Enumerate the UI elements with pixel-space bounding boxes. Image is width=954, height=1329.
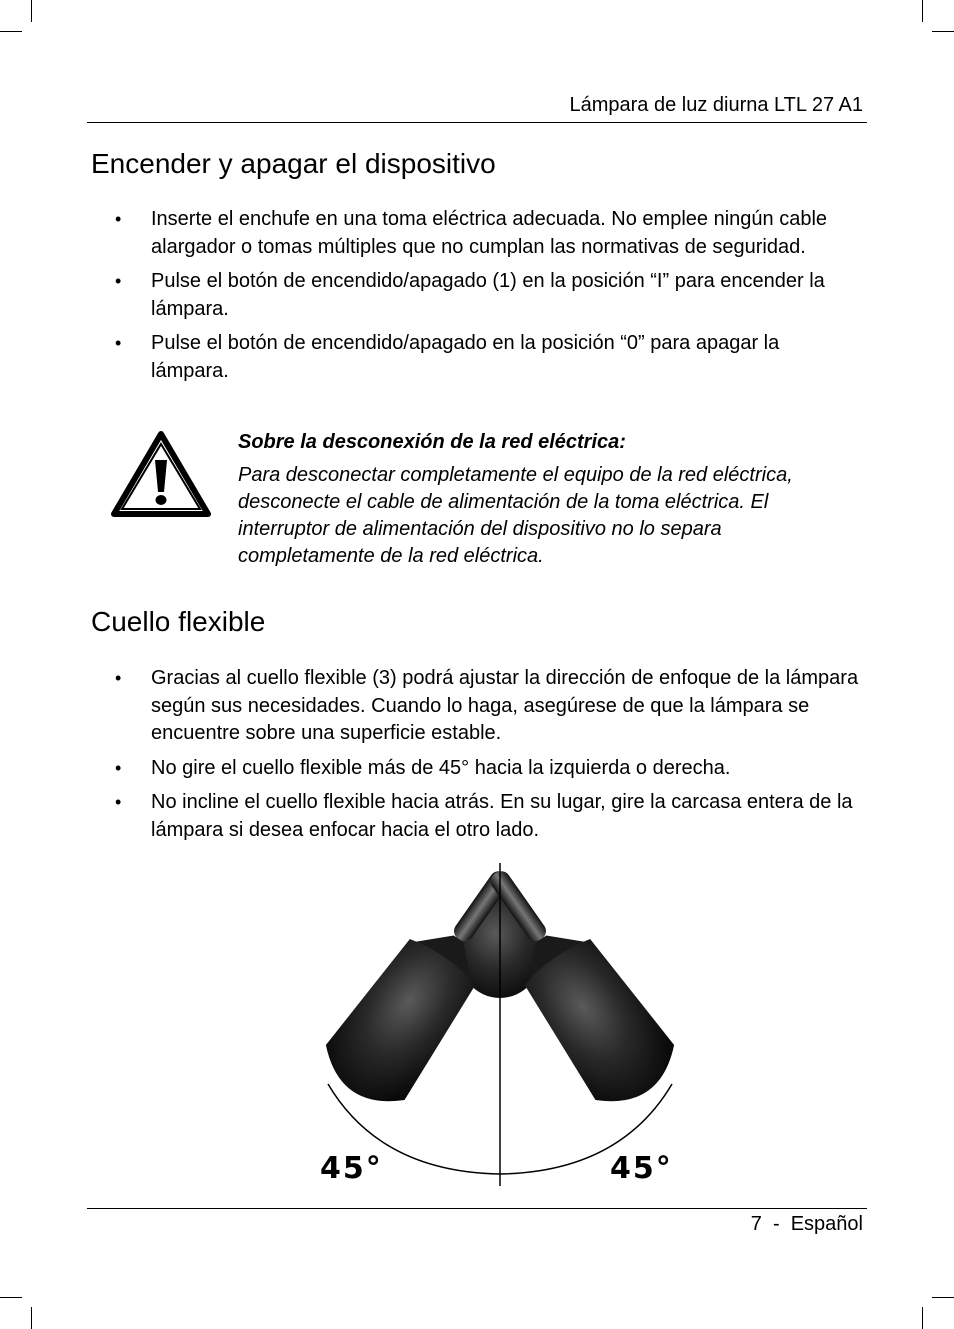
list-item: • No gire el cuello flexible más de 45° hacia la izquierda o derecha. (111, 755, 861, 783)
bullet-icon: • (115, 271, 122, 291)
left-angle-label: 45° (320, 1151, 383, 1186)
bullet-icon: • (115, 757, 122, 778)
power-instructions-list (111, 206, 861, 392)
warning-triangle-icon (110, 430, 212, 518)
warning-title: Sobre la desconexión de la red eléctrica: (238, 431, 626, 453)
section-title-power: Encender y apagar el dispositivo (91, 148, 496, 179)
bullet-icon: • (115, 792, 122, 812)
warning-body: Para desconectar completamente el equipo de la red eléctrica, desconecte el cable de alimentación de la toma eléctrica. El interruptor de alimentación del dispositivo no lo separa completamente de la red eléctrica. (238, 464, 793, 567)
section-title-flexible-neck: Cuello flexible (91, 606, 266, 637)
list-item: • Pulse el botón de encendido/apagado (1) en la posición “I” para encender la lámpara. (115, 270, 825, 320)
crop-mark (0, 31, 22, 32)
flexible-neck-list (111, 665, 861, 851)
crop-mark (932, 1297, 954, 1298)
list-item: • Inserte el enchufe en una toma eléctrica adecuada. No emplee ningún cable alargador o tomas múltiples que no cumplan las normativas de seguridad. (115, 208, 828, 258)
list-item: • Pulse el botón de encendido/apagado en la posición “0” para apagar la lámpara. (115, 332, 780, 382)
crop-mark (31, 1307, 32, 1329)
header-divider (87, 122, 867, 123)
bullet-icon: • (115, 209, 122, 229)
crop-mark (31, 0, 32, 22)
right-angle-label: 45° (610, 1151, 673, 1186)
page-header: Lámpara de luz diurna LTL 27 A1 (569, 94, 863, 116)
crop-mark (922, 1307, 923, 1329)
bullet-icon: • (115, 668, 122, 688)
page-number: 7 - Español (750, 1213, 863, 1235)
crop-mark (922, 0, 923, 22)
list-item: • No incline el cuello flexible hacia atrás. En su lugar, gire la carcasa entera de la lámpara si desea enfocar hacia el otro lado. (115, 791, 853, 841)
bullet-icon: • (115, 333, 122, 353)
footer-divider (87, 1208, 867, 1209)
list-item: • Gracias al cuello flexible (3) podrá ajustar la dirección de enfoque de la lámpara según sus necesidades. Cuando lo haga, asegúrese de que la lámpara se encuentre sobre una superficie estable. (115, 667, 859, 744)
crop-mark (0, 1297, 22, 1298)
crop-mark (932, 31, 954, 32)
lamp-rotation-figure (310, 860, 690, 1190)
